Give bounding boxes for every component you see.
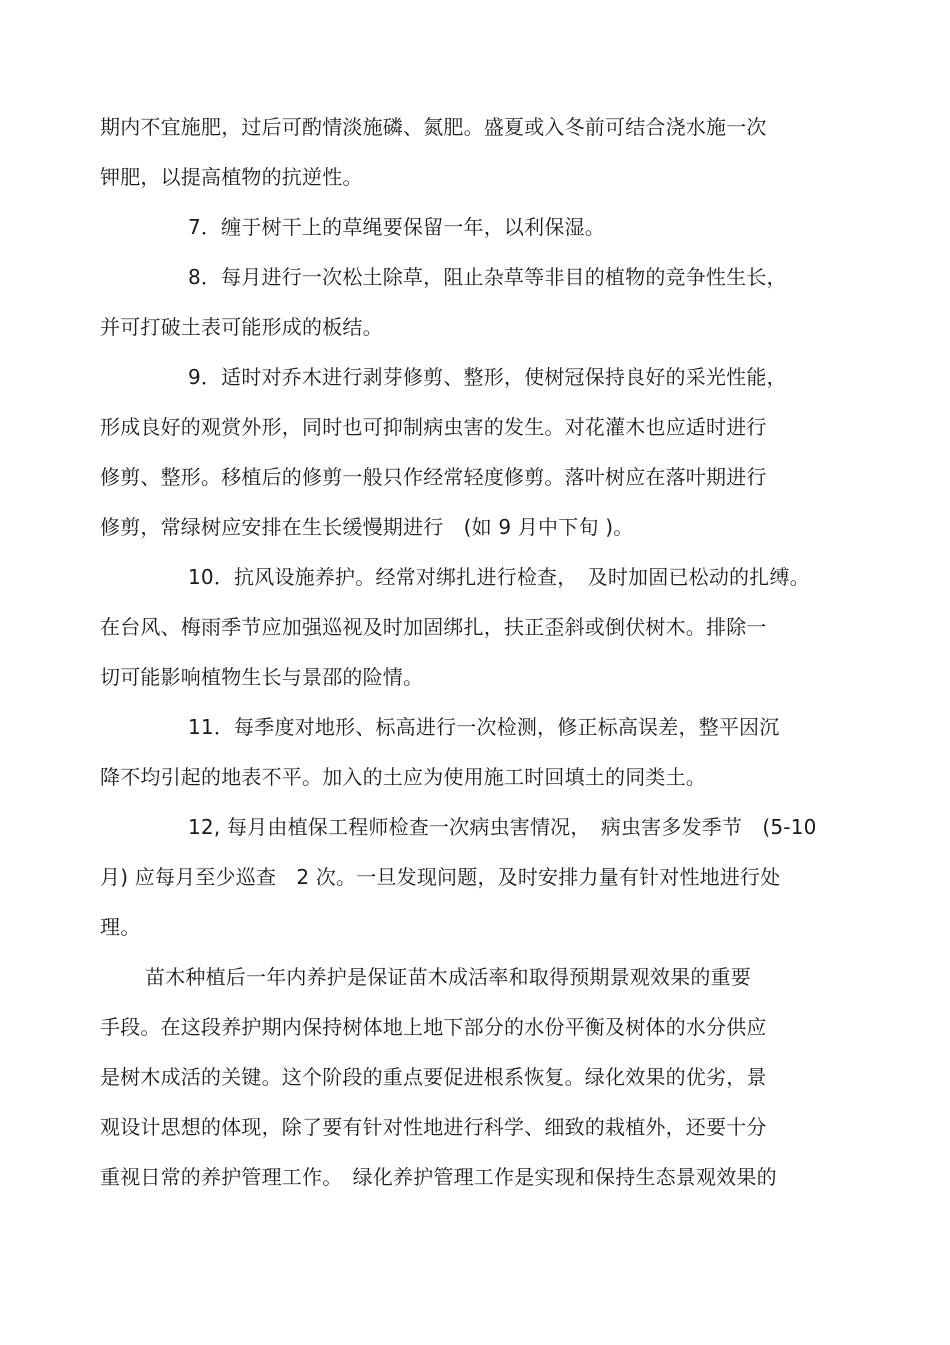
list-item-8: 8．每月进行一次松土除草，阻止杂草等非目的植物的竞争性生长， [188,265,787,289]
text-line: 月) 应每月至少巡查 2 次。一旦发现问题，及时安排力量有针对性地进行处 [100,865,781,889]
text-line: 手段。在这段养护期内保持树体地上地下部分的水份平衡及树体的水分供应 [100,1015,767,1039]
text-line: 在台风、梅雨季节应加强巡视及时加固绑扎，扶正歪斜或倒伏树木。排除一 [100,615,767,639]
text-line: 修剪、整形。移植后的修剪一般只作经常轻度修剪。落叶树应在落叶期进行 [100,465,767,489]
text-line: 理。 [100,915,141,939]
text-line: 降不均引起的地表不平。加入的土应为使用施工时回填土的同类土。 [100,765,706,789]
list-item-10: 10．抗风设施养护。经常对绑扎进行检查， 及时加固已松动的扎缚。 [188,565,810,589]
list-item-12: 12, 每月由植保工程师检查一次病虫害情况， 病虫害多发季节 (5-10 [188,815,817,839]
paragraph-start: 苗木种植后一年内养护是保证苗木成活率和取得预期景观效果的重要 [145,965,751,989]
text-line: 钾肥，以提高植物的抗逆性。 [100,165,363,189]
text-line: 期内不宜施肥，过后可酌情淡施磷、氮肥。盛夏或入冬前可结合浇水施一次 [100,115,767,139]
text-line: 重视日常的养护管理工作。 绿化养护管理工作是实现和保持生态景观效果的 [100,1165,777,1189]
text-line: 观设计思想的体现，除了要有针对性地进行科学、细致的栽植外，还要十分 [100,1115,767,1139]
text-line: 切可能影响植物生长与景邵的险情。 [100,665,424,689]
list-item-11: 11．每季度对地形、标高进行一次检测，修正标高误差，整平因沉 [188,715,780,739]
text-line: 是树木成活的关键。这个阶段的重点要促进根系恢复。绿化效果的优劣，景 [100,1065,767,1089]
text-line: 修剪，常绿树应安排在生长缓慢期进行 (如 9 月中下旬 )。 [100,515,634,539]
list-item-7: 7．缠于树干上的草绳要保留一年，以利保湿。 [188,215,605,239]
list-item-9: 9．适时对乔木进行剥芽修剪、整形，使树冠保持良好的采光性能， [188,365,787,389]
text-line: 形成良好的观赏外形，同时也可抑制病虫害的发生。对花灌木也应适时进行 [100,415,767,439]
text-line: 并可打破土表可能形成的板结。 [100,315,383,339]
